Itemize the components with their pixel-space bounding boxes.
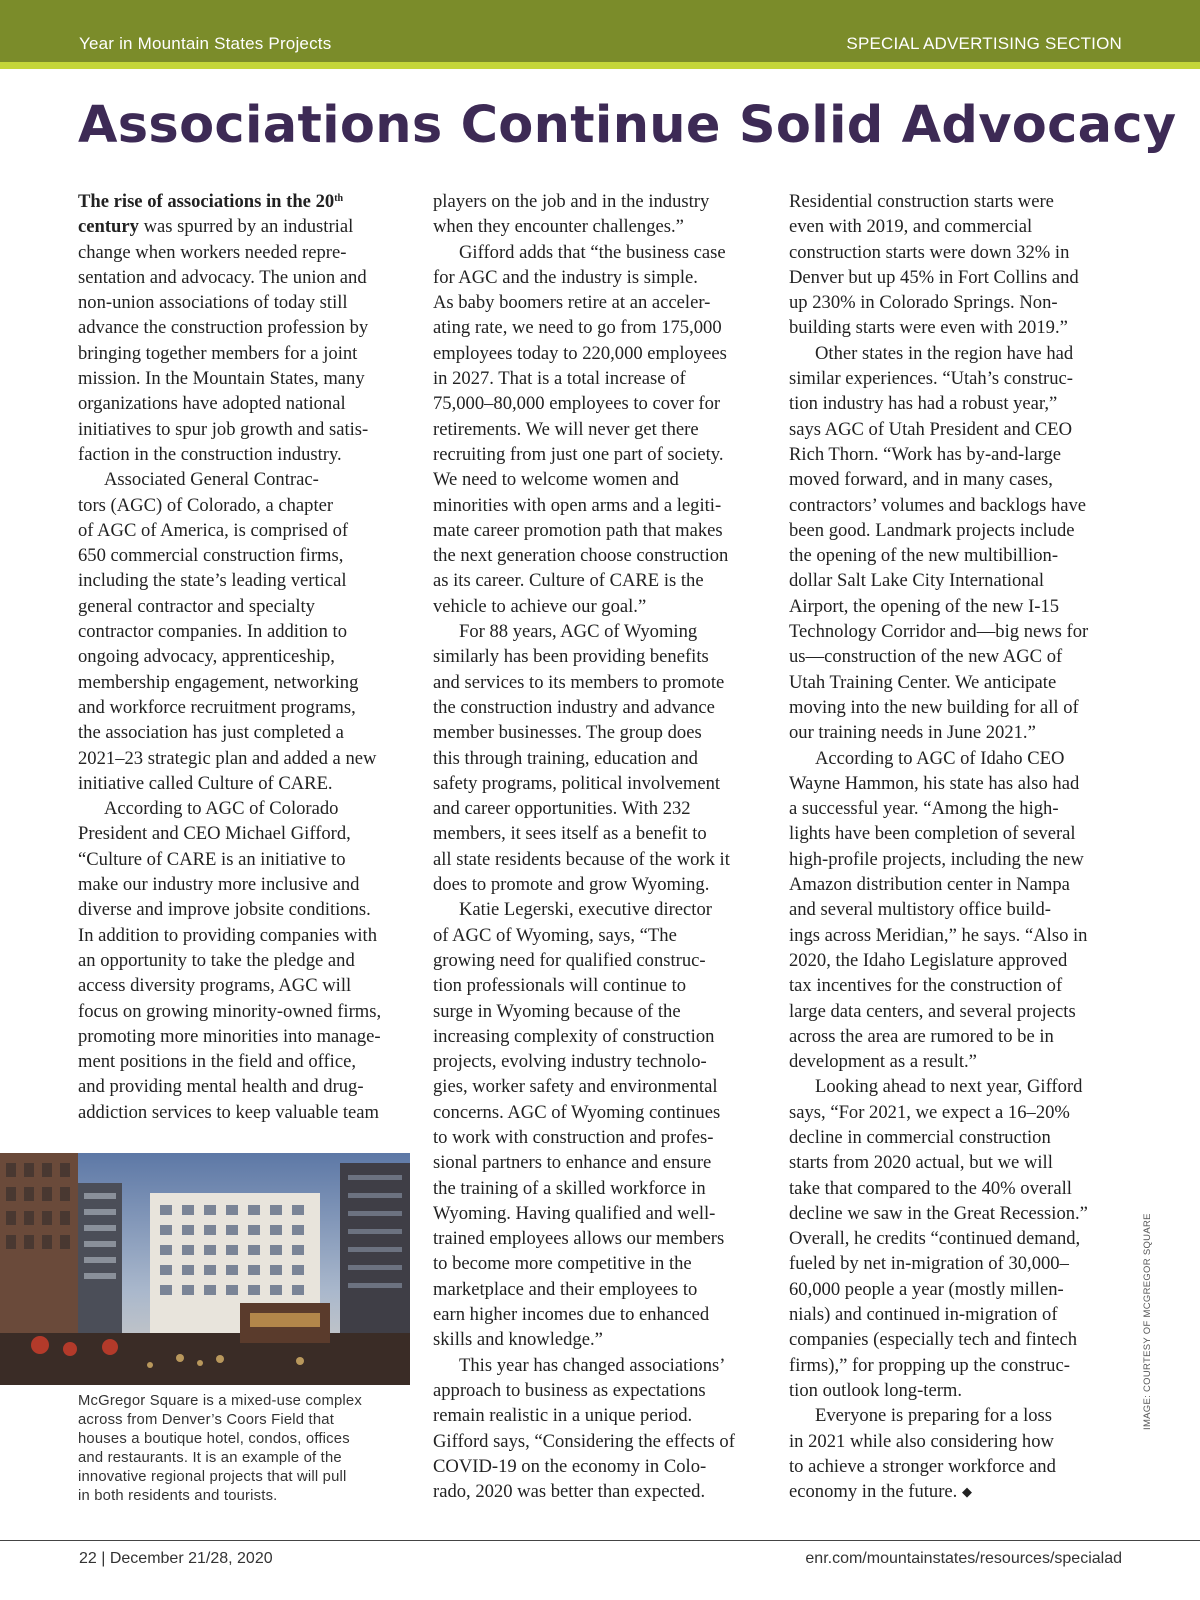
- text-line: approach to business as expectations: [433, 1379, 706, 1401]
- text-line: moving into the new building for all of: [789, 696, 1079, 718]
- text-line: membership engagement, networking: [78, 671, 359, 693]
- text-line: As baby boomers retire at an acceler-: [433, 292, 711, 314]
- text-line: and workforce recruitment programs,: [78, 696, 356, 718]
- text-line: trained employees allows our members: [433, 1228, 725, 1250]
- text-line: 650 commercial construction firms,: [78, 545, 344, 567]
- text-line: up 230% in Colorado Springs. Non-: [789, 292, 1058, 314]
- text-line: decline in commercial construction: [789, 1126, 1051, 1148]
- text-line: Overall, he credits “continued demand,: [789, 1228, 1081, 1250]
- text-line: an opportunity to take the pledge and: [78, 949, 355, 971]
- text-line: Technology Corridor and—big news for: [789, 621, 1089, 643]
- text-line: growing need for qualified construc-: [433, 949, 706, 971]
- caption-line: innovative regional projects that will pull: [78, 1469, 347, 1485]
- header-bar: [0, 0, 1200, 69]
- text-line: tion outlook long-term.: [789, 1379, 963, 1401]
- text-line: Denver but up 45% in Fort Collins and: [789, 266, 1079, 288]
- text-line: when they encounter challenges.”: [433, 216, 684, 238]
- text-line: Amazon distribution center in Nampa: [789, 874, 1070, 896]
- text-line: ongoing advocacy, apprenticeship,: [78, 646, 335, 668]
- text-line: recruiting from just one part of society.: [433, 443, 724, 465]
- text-line: 2020, the Idaho Legislature approved: [789, 949, 1068, 971]
- text-line: tax incentives for the construction of: [789, 975, 1063, 997]
- text-line: the construction industry and advance: [433, 696, 715, 718]
- text-line: initiatives to spur job growth and satis-: [78, 418, 369, 440]
- text-line: sional partners to enhance and ensure: [433, 1152, 712, 1174]
- text-line: marketplace and their employees to: [433, 1278, 698, 1300]
- text-line: us—construction of the new AGC of: [789, 646, 1063, 668]
- text-line: faction in the construction industry.: [78, 443, 342, 465]
- text-line: employees today to 220,000 employees: [433, 342, 727, 364]
- text-line: vehicle to achieve our goal.”: [433, 595, 647, 617]
- article-column-3: [789, 189, 1119, 1504]
- text-line: gies, worker safety and environmental: [433, 1076, 718, 1098]
- caption-line: and restaurants. It is an example of the: [78, 1450, 342, 1466]
- text-line: This year has changed associations’: [459, 1354, 726, 1376]
- photo-caption: [78, 1392, 418, 1506]
- end-mark-icon: ◆: [961, 1484, 972, 1500]
- text-line: the training of a skilled workforce in: [433, 1177, 706, 1199]
- text-line: the next generation choose construction: [433, 545, 729, 567]
- text-line: minorities with open arms and a legiti-: [433, 494, 722, 516]
- text-line: Katie Legerski, executive director: [459, 899, 712, 921]
- lead-in: The rise of associations in the 20th: [78, 191, 344, 212]
- text-line: Utah Training Center. We anticipate: [789, 671, 1057, 693]
- text-line: large data centers, and several projects: [789, 1000, 1076, 1022]
- text-line: change when workers needed repre-: [78, 241, 347, 263]
- text-line: Looking ahead to next year, Gifford: [815, 1076, 1083, 1098]
- text-line: lights have been completion of several: [789, 823, 1076, 845]
- text-line: non-union associations of today still: [78, 292, 348, 314]
- mcgregor-square-photo: [0, 1153, 410, 1385]
- text-line: Everyone is preparing for a loss: [815, 1405, 1052, 1427]
- text-line: general contractor and specialty: [78, 595, 315, 617]
- text-line: says AGC of Utah President and CEO: [789, 418, 1073, 440]
- caption-line: in both residents and tourists.: [78, 1488, 278, 1504]
- text-line: “Culture of CARE is an initiative to: [78, 848, 346, 870]
- text-line: Gifford adds that “the business case: [459, 241, 726, 263]
- text-line: this through training, education and: [433, 747, 698, 769]
- text-line: the opening of the new multibillion-: [789, 545, 1059, 567]
- text-line: According to AGC of Idaho CEO: [815, 747, 1065, 769]
- text-line: We need to welcome women and: [433, 469, 679, 491]
- text-line: firms),” for propping up the construc-: [789, 1354, 1070, 1376]
- text-line: make our industry more inclusive and: [78, 874, 360, 896]
- text-line: ating rate, we need to go from 175,000: [433, 317, 722, 339]
- advertising-label: SPECIAL ADVERTISING SECTION: [846, 34, 1122, 53]
- text-line: remain realistic in a unique period.: [433, 1405, 693, 1427]
- text-line: to achieve a stronger workforce and: [789, 1455, 1056, 1477]
- text-line: For 88 years, AGC of Wyoming: [459, 621, 698, 643]
- text-line: of AGC of Wyoming, says, “The: [433, 924, 677, 946]
- text-line: ment positions in the field and office,: [78, 1051, 356, 1073]
- text-line: According to AGC of Colorado: [104, 798, 339, 820]
- text-line: In addition to providing companies with: [78, 924, 378, 946]
- text-line: and career opportunities. With 232: [433, 798, 691, 820]
- text-line: for AGC and the industry is simple.: [433, 266, 698, 288]
- text-line: 2021–23 strategic plan and added a new: [78, 747, 377, 769]
- text-line: bringing together members for a joint: [78, 342, 358, 364]
- text-line: promoting more minorities into manage-: [78, 1025, 381, 1047]
- text-line: 75,000–80,000 employees to cover for: [433, 393, 721, 415]
- text-line: addiction services to keep valuable team: [78, 1101, 379, 1123]
- text-line: decline we saw in the Great Recession.”: [789, 1202, 1088, 1224]
- text-line: players on the job and in the industry: [433, 191, 710, 212]
- footer-url: enr.com/mountainstates/resources/specialad: [805, 1550, 1122, 1567]
- text-line: rado, 2020 was better than expected.: [433, 1481, 706, 1503]
- text-line: Gifford says, “Considering the effects of: [433, 1430, 735, 1452]
- text-line: Rich Thorn. “Work has by-and-large: [789, 443, 1061, 465]
- text-line: even with 2019, and commercial: [789, 216, 1033, 238]
- text-line: a successful year. “Among the high-: [789, 798, 1059, 820]
- text-line: safety programs, political involvement: [433, 772, 721, 794]
- text-line: Other states in the region have had: [815, 342, 1074, 364]
- text-line: companies (especially tech and fintech: [789, 1329, 1078, 1351]
- text-line: concerns. AGC of Wyoming continues: [433, 1101, 721, 1123]
- text-line: across the area are rumored to be in: [789, 1025, 1054, 1047]
- text-line: our training needs in June 2021.”: [789, 722, 1036, 744]
- text-line: high-profile projects, including the new: [789, 848, 1084, 870]
- photo-illustration: [0, 1153, 410, 1385]
- text-line: retirements. We will never get there: [433, 418, 699, 440]
- text-line: initiative called Culture of CARE.: [78, 772, 333, 794]
- text-line: mission. In the Mountain States, many: [78, 368, 365, 390]
- page-folio: 22 | December 21/28, 2020: [79, 1550, 273, 1567]
- text-line: starts from 2020 actual, but we will: [789, 1152, 1053, 1174]
- text-line: all state residents because of the work it: [433, 848, 730, 870]
- caption-line: houses a boutique hotel, condos, offices: [78, 1431, 350, 1447]
- text-line: century was spurred by an industrial: [78, 216, 354, 238]
- text-line: tors (AGC) of Colorado, a chapter: [78, 494, 334, 516]
- text-line: economy in the future. ◆: [789, 1481, 972, 1503]
- text-line: increasing complexity of construction: [433, 1025, 715, 1047]
- text-line: moved forward, and in many cases,: [789, 469, 1053, 491]
- text-line: member businesses. The group does: [433, 722, 702, 744]
- text-line: organizations have adopted national: [78, 393, 346, 415]
- text-line: mate career promotion path that makes: [433, 519, 723, 541]
- text-line: COVID-19 on the economy in Colo-: [433, 1455, 707, 1477]
- text-line: construction starts were down 32% in: [789, 241, 1070, 263]
- text-line: diverse and improve jobsite conditions.: [78, 899, 371, 921]
- text-line: dollar Salt Lake City International: [789, 570, 1045, 592]
- text-line: and services to its members to promote: [433, 671, 725, 693]
- text-line: members, it sees itself as a benefit to: [433, 823, 707, 845]
- text-line: the association has just completed a: [78, 722, 344, 744]
- caption-line: McGregor Square is a mixed-use complex: [78, 1393, 362, 1409]
- text-line: tion industry has had a robust year,”: [789, 393, 1058, 415]
- text-line: to work with construction and profes-: [433, 1126, 714, 1148]
- text-line: building starts were even with 2019.”: [789, 317, 1068, 339]
- text-line: Wyoming. Having qualified and well-: [433, 1202, 716, 1224]
- text-line: does to promote and grow Wyoming.: [433, 874, 710, 896]
- text-line: sentation and advocacy. The union and: [78, 266, 367, 288]
- text-line: skills and knowledge.”: [433, 1329, 603, 1351]
- caption-line: across from Denver’s Coors Field that: [78, 1412, 335, 1428]
- text-line: of AGC of America, is comprised of: [78, 519, 349, 541]
- article-column-2: [433, 189, 763, 1504]
- text-line: been good. Landmark projects include: [789, 519, 1075, 541]
- text-line: including the state’s leading vertical: [78, 570, 347, 592]
- text-line: focus on growing minority-owned firms,: [78, 1000, 382, 1022]
- lead-in: century: [78, 216, 139, 238]
- section-title: Year in Mountain States Projects: [79, 34, 332, 53]
- text-line: tion professionals will continue to: [433, 975, 687, 997]
- text-line: ings across Meridian,” he says. “Also in: [789, 924, 1088, 946]
- text-line: development as a result.”: [789, 1051, 977, 1073]
- headline: Associations Continue Solid Advocacy: [78, 96, 1177, 155]
- text-line: as its career. Culture of CARE is the: [433, 570, 704, 592]
- article-column-1: [78, 189, 408, 1125]
- text-line: advance the construction profession by: [78, 317, 369, 339]
- text-line: in 2027. That is a total increase of: [433, 368, 686, 390]
- text-line: Wayne Hammon, his state has also had: [789, 772, 1080, 794]
- text-line: earn higher incomes due to enhanced: [433, 1304, 710, 1326]
- text-line: access diversity programs, AGC will: [78, 975, 352, 997]
- text-line: projects, evolving industry technolo-: [433, 1051, 707, 1073]
- text-line: contractors’ volumes and backlogs have: [789, 494, 1087, 516]
- text-line: to become more competitive in the: [433, 1253, 692, 1275]
- text-line: contractor companies. In addition to: [78, 621, 348, 643]
- text-line: fueled by net in-migration of 30,000–: [789, 1253, 1069, 1275]
- text-line: 60,000 people a year (mostly millen-: [789, 1278, 1064, 1300]
- text-line: take that compared to the 40% overall: [789, 1177, 1072, 1199]
- text-line: Airport, the opening of the new I-15: [789, 595, 1060, 617]
- text-line: and several multistory office build-: [789, 899, 1051, 921]
- text-line: and providing mental health and drug-: [78, 1076, 364, 1098]
- text-line: similar experiences. “Utah’s construc-: [789, 368, 1073, 390]
- photo-credit: IMAGE: COURTESY OF MCGREGOR SQUARE: [1142, 1213, 1153, 1430]
- footer-divider: [0, 1540, 1200, 1541]
- text-line: [78, 189, 408, 214]
- text-line: surge in Wyoming because of the: [433, 1000, 681, 1022]
- text-line: nials) and continued in-migration of: [789, 1304, 1058, 1326]
- text-line: in 2021 while also considering how: [789, 1430, 1054, 1452]
- text-line: Residential construction starts were: [789, 191, 1054, 212]
- text-line: says, “For 2021, we expect a 16–20%: [789, 1101, 1070, 1123]
- text-line: similarly has been providing benefits: [433, 646, 709, 668]
- text-line: President and CEO Michael Gifford,: [78, 823, 351, 845]
- text-line: Associated General Contrac-: [104, 469, 319, 491]
